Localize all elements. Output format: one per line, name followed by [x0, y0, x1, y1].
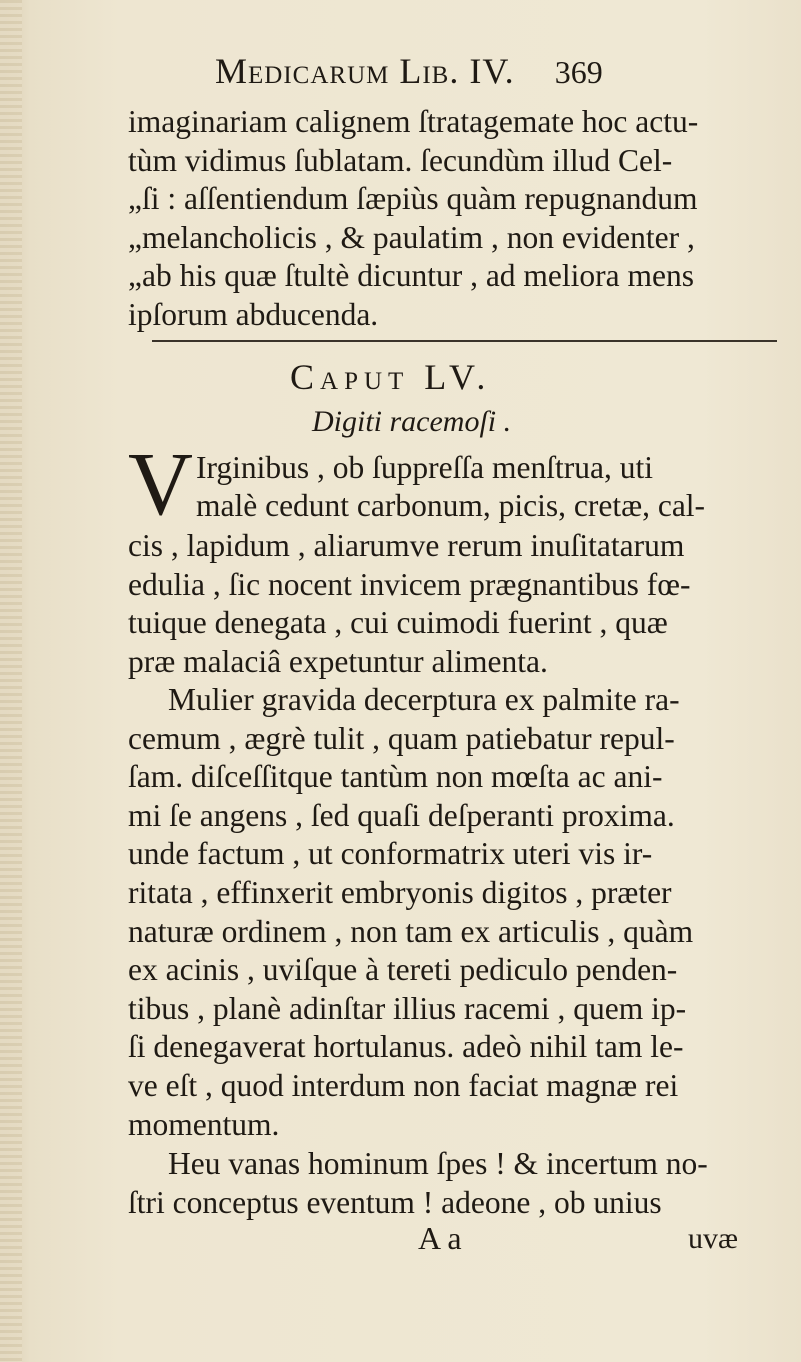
text-line: tuique denegata , cui cuimodi fuerint , quæ: [128, 605, 668, 641]
page-number: 369: [554, 54, 603, 90]
text-line: tùm vidimus ſublatam. ſecundùm illud Cel-: [128, 142, 673, 178]
text-line: cemum , ægrè tulit , quam patiebatur repul-: [128, 720, 675, 756]
text-line: imaginariam calignem ſtratagemate hoc actu-: [128, 104, 699, 139]
text-line: ſam. diſceſſitque tantùm non mœſta ac ani-: [128, 759, 663, 795]
text-line: præ malaciâ expetuntur alimenta.: [128, 643, 548, 679]
page-gutter: [0, 0, 22, 1362]
text-line: unde factum , ut conformatrix uteri vis ir-: [128, 836, 653, 872]
text-line: Irginibus , ob ſuppreſſa menſtrua, uti: [196, 450, 653, 485]
text-line: cis , lapidum , aliarumve rerum inuſitatarum: [128, 528, 685, 563]
catchword: uvæ: [688, 1222, 739, 1255]
third-paragraph: [128, 1145, 768, 1222]
text-line: Heu vanas hominum ſpes ! & incertum no-: [168, 1146, 708, 1181]
chapter-subtitle: Digiti racemoſi .: [312, 405, 512, 438]
signature-mark: A a: [418, 1220, 462, 1256]
text-line: „ab his quæ ſtultè dicuntur , ad meliora mens: [128, 258, 695, 294]
page-header: [215, 50, 775, 100]
text-line: edulia , ſic nocent invicem prægnantibus fœ-: [128, 566, 691, 602]
text-line: ſtri conceptus eventum ! adeone , ob unius: [128, 1184, 662, 1220]
text-line: naturæ ordinem , non tam ex articulis , quàm: [128, 913, 694, 949]
first-paragraph: [128, 527, 768, 681]
text-line: mi ſe angens , ſed quaſi deſperanti proxima.: [128, 797, 675, 833]
text-line: Mulier gravida decerptura ex palmite ra-: [168, 682, 680, 717]
text-line: momentum.: [128, 1106, 280, 1142]
drop-cap: V: [128, 435, 193, 534]
text-line: ex acinis , uviſque à tereti pediculo penden-: [128, 952, 678, 988]
intro-paragraph: [128, 103, 768, 335]
text-line: „melancholicis , & paulatim , non evidenter ,: [128, 219, 695, 255]
text-line: tibus , planè adinſtar illius racemi , quem ip-: [128, 990, 687, 1026]
text-line: ve eſt , quod interdum non faciat magnæ rei: [128, 1067, 679, 1103]
text-line: ipſorum abducenda.: [128, 296, 379, 332]
text-line: malè cedunt carbonum, picis, cretæ, cal-: [196, 488, 706, 523]
section-rule: [152, 340, 777, 342]
running-head: Medicarum Lib. IV.: [215, 51, 515, 91]
chapter-heading: Caput LV.: [290, 357, 492, 397]
second-paragraph: [128, 681, 768, 1144]
text-line: „ſi : aſſentiendum ſæpiùs quàm repugnandum: [128, 181, 698, 217]
text-line: ritata , effinxerit embryonis digitos , præter: [128, 874, 672, 910]
text-line: ſi denegaverat hortulanus. adeò nihil tam le-: [128, 1029, 684, 1065]
